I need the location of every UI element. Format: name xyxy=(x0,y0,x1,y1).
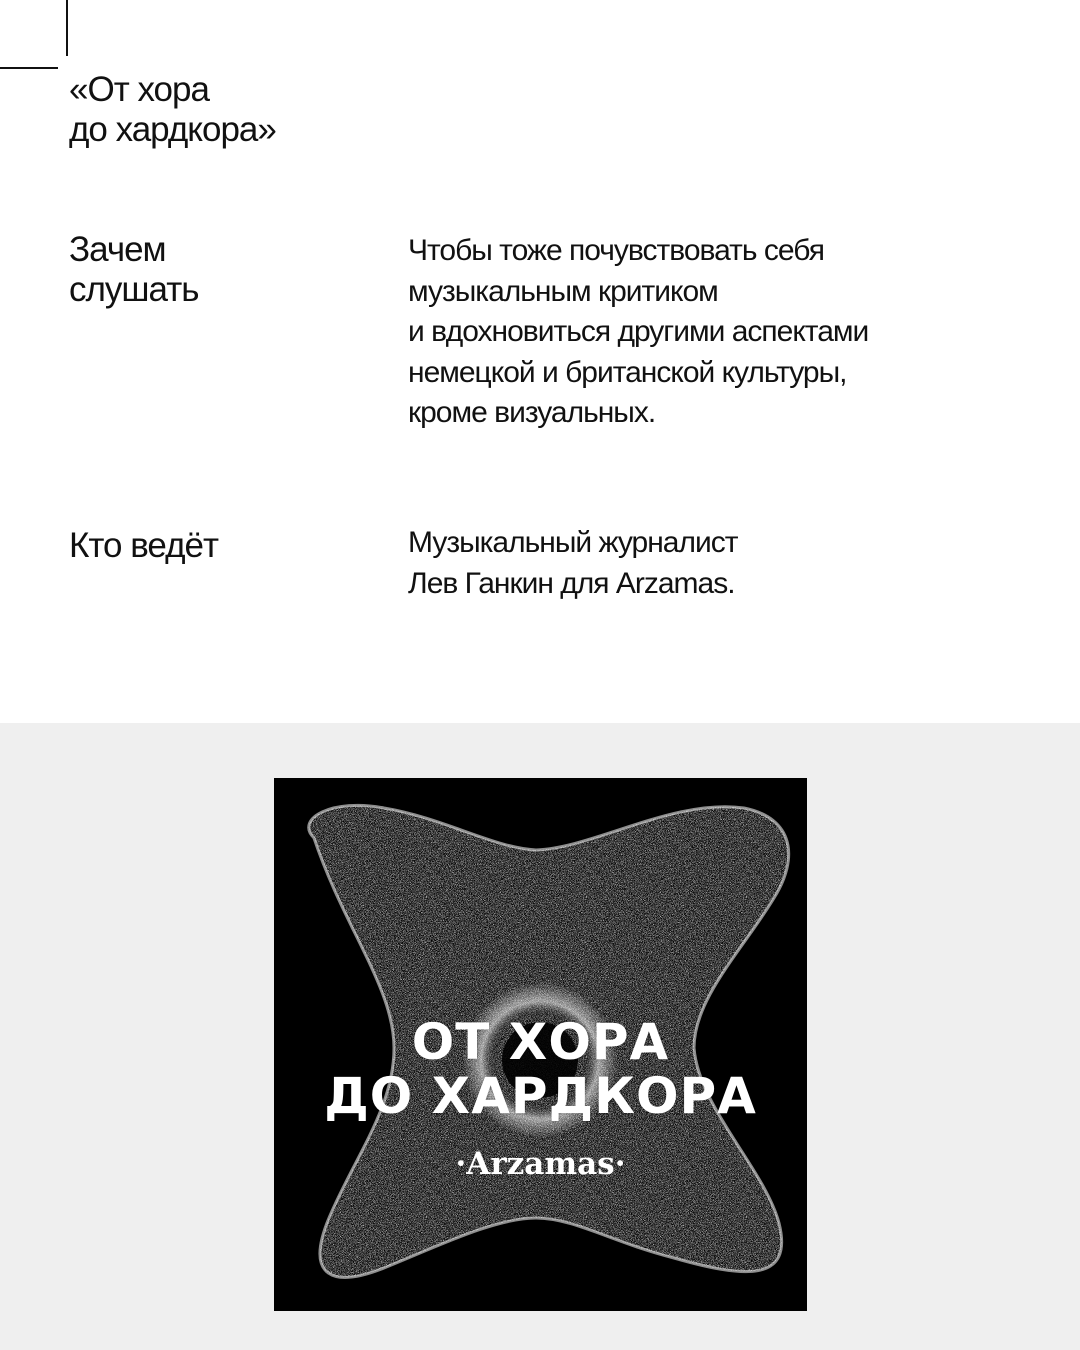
podcast-title: «От хора до хардкора» xyxy=(69,70,276,149)
why-listen-label: Зачем слушать xyxy=(69,230,199,309)
corner-mark-vertical xyxy=(66,0,68,56)
cover-title-line-1: ОТ ХОРА xyxy=(411,1013,670,1071)
podcast-cover xyxy=(274,778,807,1311)
why-listen-text: Чтобы тоже почувствовать себя музыкальным критиком и вдохновиться другими аспектами немецкой и британской культуры, кроме визуальных. xyxy=(408,234,869,429)
host-label: Кто ведёт xyxy=(69,526,219,565)
corner-mark-horizontal xyxy=(0,67,58,69)
arzamas-logo: ·Arzamas· xyxy=(455,1146,626,1182)
host-text: Музыкальный журналист Лев Ганкин для Arzamas. xyxy=(408,526,738,600)
cover-title-line-2: ДО ХАРДКОРА xyxy=(324,1067,757,1125)
